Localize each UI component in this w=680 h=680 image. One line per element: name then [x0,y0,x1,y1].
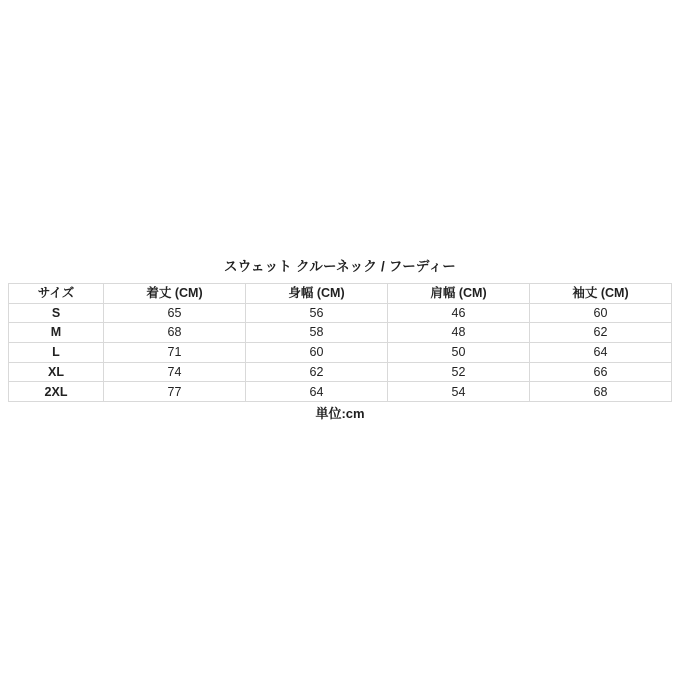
value-cell: 60 [530,303,672,323]
value-cell: 60 [246,343,388,363]
value-cell: 64 [246,382,388,402]
table-body [9,303,672,401]
value-cell: 68 [104,323,246,343]
value-cell: 54 [388,382,530,402]
size-cell: S [9,303,104,323]
table-row-s [9,303,672,323]
size-cell: XL [9,362,104,382]
value-cell: 50 [388,343,530,363]
value-cell: 65 [104,303,246,323]
value-cell: 56 [246,303,388,323]
size-cell: 2XL [9,382,104,402]
size-chart-content [0,258,680,421]
table-row-2xl [9,382,672,402]
value-cell: 52 [388,362,530,382]
table-row-m [9,323,672,343]
value-cell: 64 [530,343,672,363]
table-header [9,284,672,304]
value-cell: 71 [104,343,246,363]
value-cell: 66 [530,362,672,382]
table-header-row [9,284,672,304]
size-cell: L [9,343,104,363]
size-chart-table [8,283,672,402]
column-header-body-width: 身幅 (CM) [246,284,388,304]
column-header-shoulder-width: 肩幅 (CM) [388,284,530,304]
value-cell: 58 [246,323,388,343]
value-cell: 77 [104,382,246,402]
unit-note: 単位:cm [315,406,365,422]
value-cell: 74 [104,362,246,382]
column-header-sleeve-length: 袖丈 (CM) [530,284,672,304]
value-cell: 48 [388,323,530,343]
size-cell: M [9,323,104,343]
value-cell: 62 [246,362,388,382]
column-header-body-length: 着丈 (CM) [104,284,246,304]
value-cell: 68 [530,382,672,402]
size-chart-title: スウェット クルーネック / フーディー [224,259,456,274]
table-row-l [9,343,672,363]
column-header-size: サイズ [9,284,104,304]
value-cell: 62 [530,323,672,343]
table-row-xl [9,362,672,382]
value-cell: 46 [388,303,530,323]
